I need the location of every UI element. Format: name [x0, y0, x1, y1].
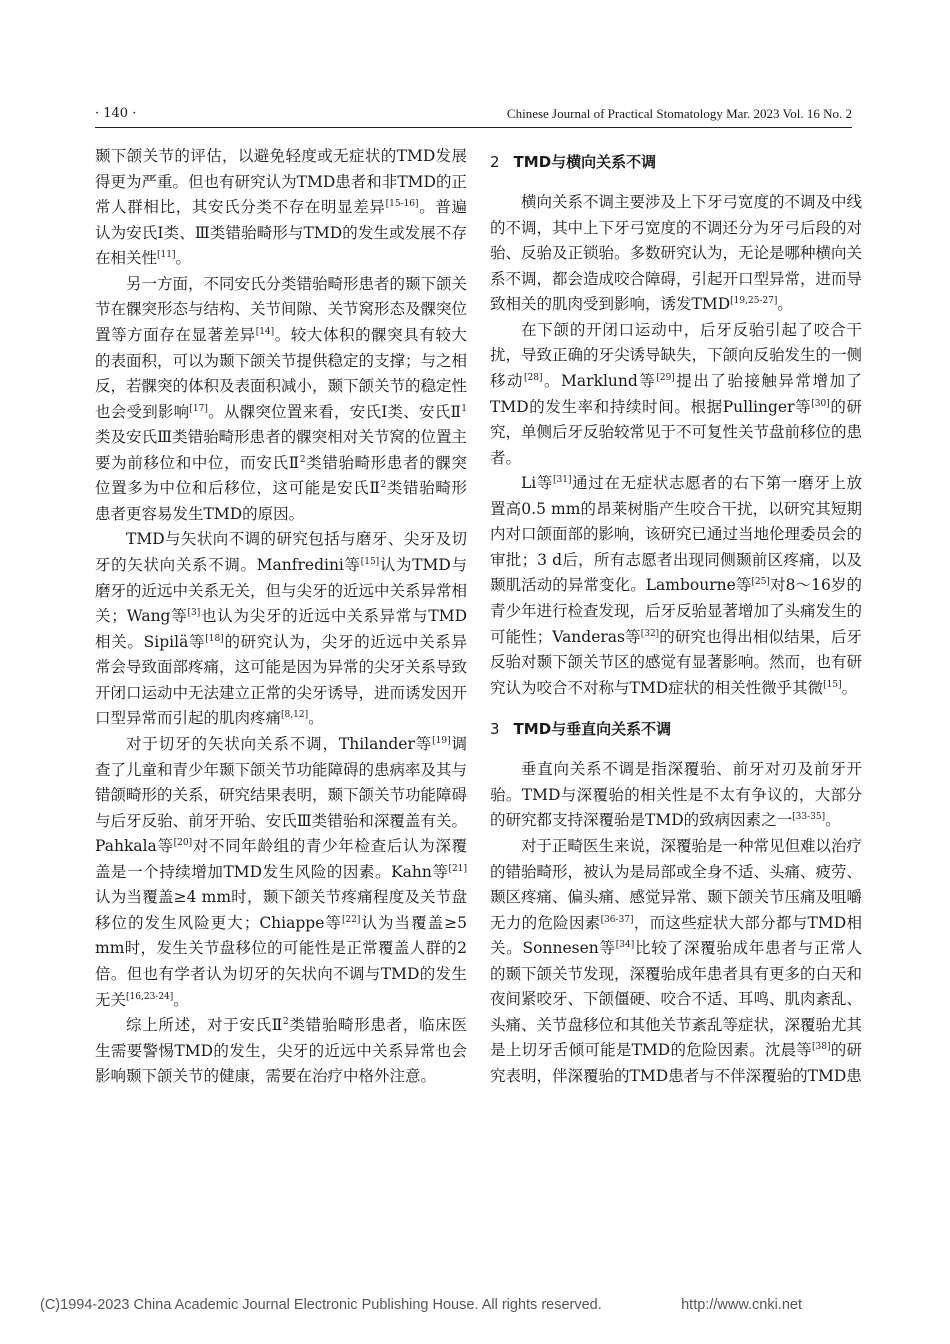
- superscript: 2: [283, 1017, 289, 1028]
- citation[interactable]: [34]: [615, 940, 635, 951]
- left-column: [95, 144, 467, 1090]
- citation[interactable]: [3]: [187, 608, 201, 619]
- citation[interactable]: [19,25-27]: [730, 296, 778, 307]
- superscript: 2: [299, 454, 306, 465]
- citation[interactable]: [15]: [823, 679, 842, 690]
- superscript: 2: [380, 480, 387, 491]
- citation[interactable]: [33-35]: [792, 812, 826, 823]
- citation[interactable]: [31]: [553, 475, 572, 486]
- citation[interactable]: [18]: [205, 633, 224, 644]
- citation[interactable]: [11]: [157, 250, 176, 261]
- citation[interactable]: [16,23-24]: [126, 991, 174, 1002]
- paragraph: 对于切牙的矢状向关系不调，Thilander等[19]调查了儿童和青少年颞下颌关节功能障碍的患病率及其与错颌畸形的关系，研究结果表明，颞下颌关节功能障碍与后牙反骀、前牙开骀、安氏Ⅲ类错骀和深覆盖有关。Pahkala等[20]对不同年龄组的青少年检查后认为深覆盖是一个持续增加TMD发生风险的因素。Kahn等[21]认为当覆盖≥4 mm时，颞下颌关节疼痛程度及关节盘移位的发生风险更大；Chiappe等[22]认为当覆盖≥5 mm时，发生关节盘移位的可能性是正常覆盖人群的2倍。但也有学者认为切牙的矢状向不调与TMD的发生无关[16,23-24]。: [95, 734, 468, 1009]
- paragraph: 颞下颌关节的评估，以避免轻度或无症状的TMD发展得更为严重。但也有研究认为TMD患者和非TMD的正常人群相比，其安氏分类不存在明显差异[15-16]。普遍认为安氏Ⅰ类、Ⅲ类错骀畸形与TMD的发生或发展不存在相关性[11]。: [95, 147, 467, 268]
- citation[interactable]: [8,12]: [281, 710, 309, 721]
- citation[interactable]: [14]: [255, 326, 275, 337]
- paragraph: 另一方面，不同安氏分类错骀畸形患者的颞下颌关节在髁突形态与结构、关节间隙、关节窝形态及髁突位置等方面存在显著差异[14]。较大体积的髁突具有较大的表面积，可以为颞下颌关节提供稳定的支撑；与之相反，若髁突的体积及表面积减小，颞下颌关节的稳定性也会受到影响[17]。从髁突位置来看，安氏Ⅰ类、安氏Ⅱ$^1$类及安氏Ⅲ类错骀畸形患者的髁突相对关节窝的位置主要为前移位和中位，而安氏Ⅱ$^2$类错骀畸形患者的髁突位置多为中位和后移位，这可能是安氏Ⅱ$^2$类错骀畸形患者更容易发生TMD的原因。: [95, 274, 468, 523]
- cnki-link[interactable]: http://www.cnki.net: [681, 1297, 802, 1313]
- paragraph: Li等[31]通过在无症状志愿者的右下第一磨牙上放置高0.5 mm的昂莱树脂产生咬合干扰，以研究其短期内对口颌面部的影响，该研究已通过当地伦理委员会的审批；3 d后，所有志愿者出现同侧颞前区疼痛，以及颞肌活动的异常变化。Lambourne等[25]对8～16岁的青少年进行检查发现，后牙反骀显著增加了头痛发生的可能性；Vanderas等[32]的研究也得出相似结果，后牙反骀对颞下颌关节区的感觉有显著影响。然而，也有研究认为咬合不对称与TMD症状的相关性微乎其微[15]。: [490, 474, 863, 697]
- citation[interactable]: [25]: [751, 577, 770, 588]
- superscript: 1: [461, 403, 467, 414]
- citation[interactable]: [20]: [173, 838, 193, 849]
- citation[interactable]: [17]: [189, 403, 208, 414]
- paragraph: TMD与矢状向不调的研究包括与磨牙、尖牙及切牙的矢状向关系不调。Manfredini等[15]认为TMD与磨牙的近远中关系无关，但与尖牙的近远中关系异常相关；Wang等[3]也认为尖牙的近远中关系异常与TMD相关。Sipilä等[18]的研究认为，尖牙的近远中关系异常会导致面部疼痛，这可能是因为异常的尖牙关系导致开闭口运动中无法建立正常的尖牙诱导，进而诱发因开口型异常而引起的肌肉疼痛[8,12]。: [95, 530, 468, 728]
- copyright-notice: (C)1994-2023 China Academic Journal Electronic Publishing House. All rights reserved.: [40, 1297, 602, 1313]
- page-number: · 140 ·: [95, 106, 137, 121]
- paragraph: 垂直向关系不调是指深覆骀、前牙对刃及前牙开骀。TMD与深覆骀的相关性是不太有争议的，大部分的研究都支持深覆骀是TMD的致病因素之一[33-35]。: [490, 760, 862, 830]
- citation[interactable]: [22]: [341, 914, 361, 925]
- paragraph: 横向关系不调主要涉及上下牙弓宽度的不调及中线的不调，其中上下牙弓宽度的不调还分为牙弓后段的对骀、反骀及正锁骀。多数研究认为，无论是哪种横向关系不调，都会造成咬合障碍，引起开口型异常，进而导致相关的肌肉受到影响，诱发TMD[19,25-27]。: [490, 193, 863, 314]
- paragraph: 对于正畸医生来说，深覆骀是一种常见但难以治疗的错骀畸形，被认为是局部或全身不适、头痛、疲劳、颞区疼痛、偏头痛、感觉异常、颞下颌关节压痛及咀嚼无力的危险因素[36-37]，而这些症状大部分都与TMD相关。Sonnesen等[34]比较了深覆骀成年患者与正常人的颞下颌关节发现，深覆骀成年患者具有更多的白天和夜间紧咬牙、下颌僵硬、咬合不适、耳鸣、肌肉紊乱、头痛、关节盘移位和其他关节紊乱等症状，深覆骀尤其是上切牙舌倾可能是TMD的危险因素。沈晨等[38]的研究表明，伴深覆骀的TMD患者与不伴深覆骀的TMD患: [490, 836, 863, 1085]
- footer: [40, 1297, 802, 1313]
- citation[interactable]: [19]: [432, 735, 451, 746]
- citation[interactable]: [29]: [656, 372, 675, 383]
- citation[interactable]: [28]: [524, 372, 543, 383]
- section-heading: 3 TMD与垂直向关系不调: [490, 720, 672, 739]
- citation[interactable]: [36-37]: [600, 914, 634, 925]
- paragraph: 综上所述，对于安氏Ⅱ$^2$类错骀畸形患者，临床医生需要警惕TMD的发生，尖牙的近远中关系异常也会影响颞下颌关节的健康，需要在治疗中格外注意。: [95, 1016, 467, 1086]
- header-rule: [95, 127, 852, 128]
- citation[interactable]: [21]: [448, 863, 467, 874]
- citation[interactable]: [30]: [811, 398, 830, 409]
- citation[interactable]: [38]: [812, 1042, 831, 1053]
- journal-header: Chinese Journal of Practical Stomatology Mar. 2023 Vol. 16 No. 2: [506, 106, 852, 121]
- section-heading: 2 TMD与横向关系不调: [490, 153, 657, 171]
- paragraph: 在下颌的开闭口运动中，后牙反骀引起了咬合干扰，导致正确的牙尖诱导缺失，下颌向反骀发生的一侧移动[28]。Marklund等[29]提出了骀接触异常增加了TMD的发生率和持续时间。根据Pullinger等[30]的研究，单侧后牙反骀较常见于不可复性关节盘前移位的患者。: [490, 320, 863, 467]
- right-column: [490, 144, 862, 1090]
- citation[interactable]: [32]: [640, 628, 660, 639]
- citation[interactable]: [15]: [360, 557, 380, 567]
- citation[interactable]: [15-16]: [385, 199, 419, 210]
